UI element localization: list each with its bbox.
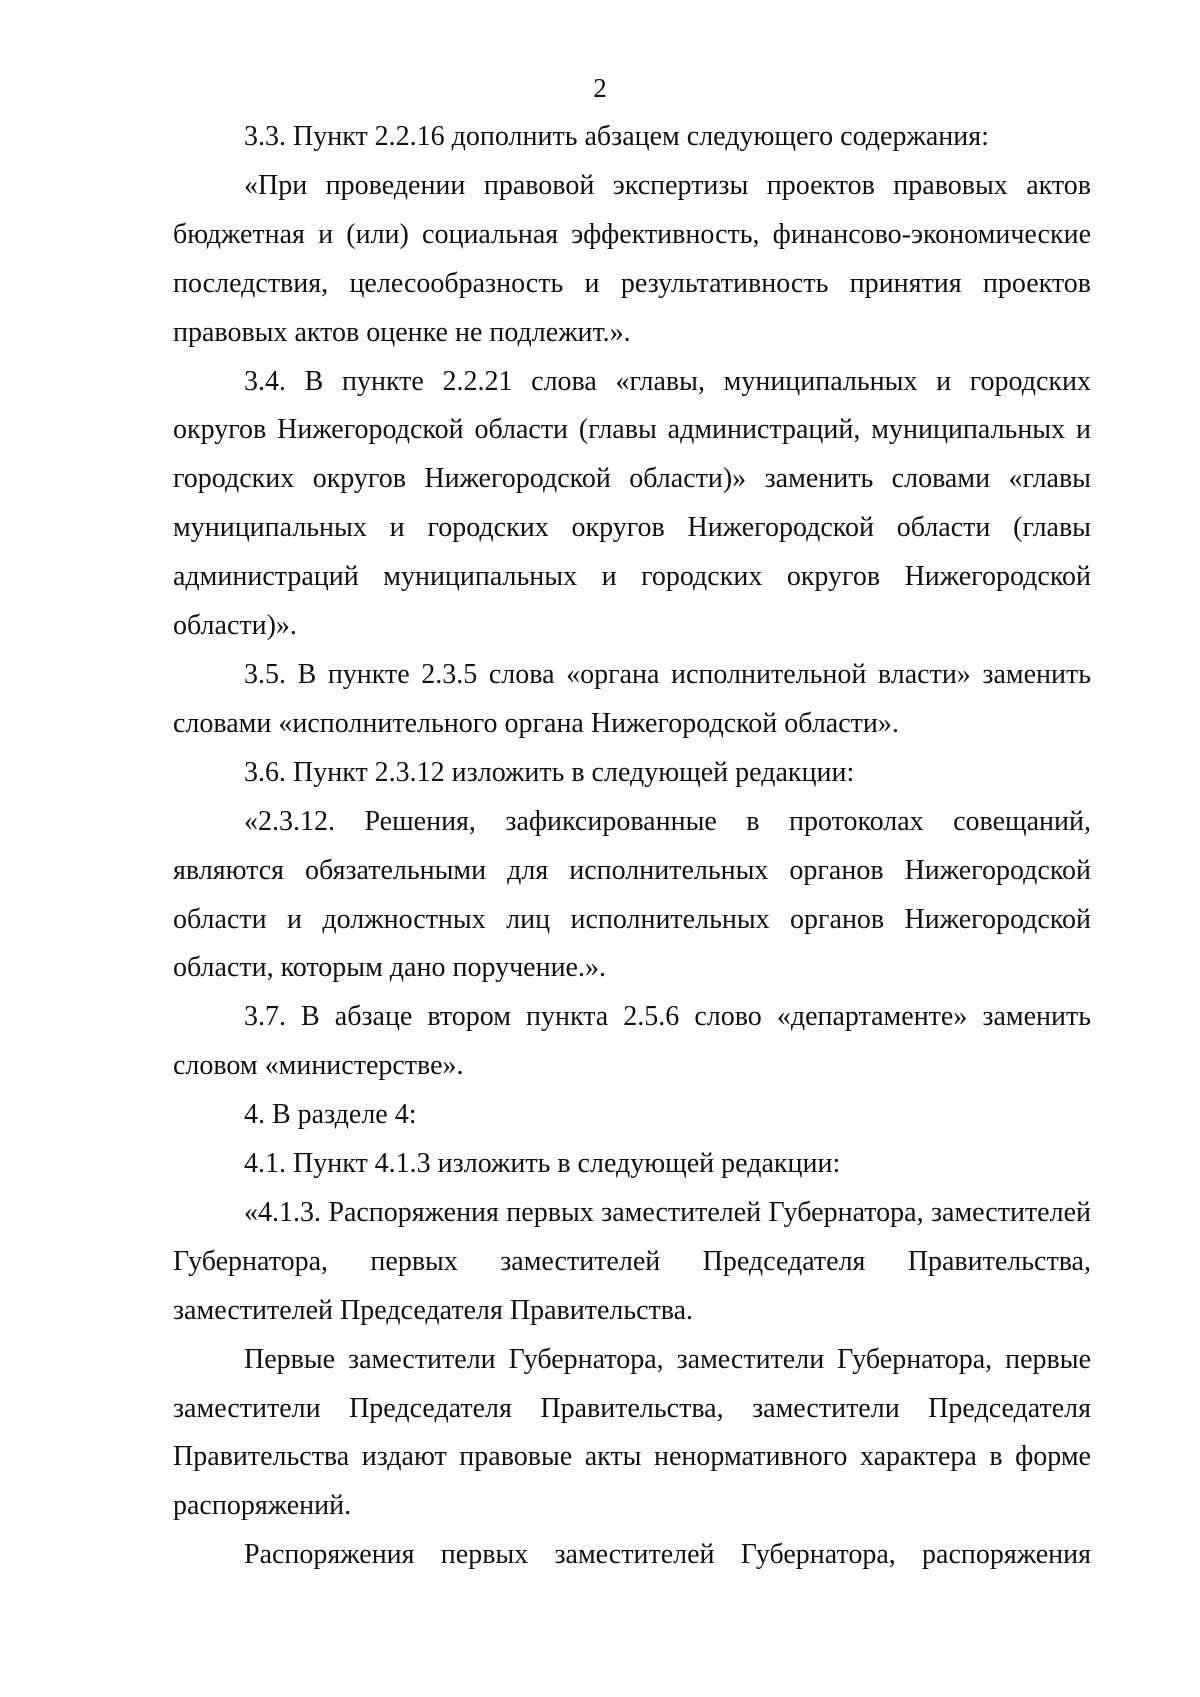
paragraph-3-4: 3.4. В пункте 2.2.21 слова «главы, муниципальных и городских округов Нижегородской области (главы администраций, муниципальных и городских округов Нижегородской области)» заменить словами «главы муниципальных и городских округов Нижегородской области (главы администраций муниципальных и городских округов Нижегородской области)». xyxy=(173,365,1091,642)
document-body xyxy=(173,113,1091,1580)
paragraph-quote-4-1-3: «4.1.3. Распоряжения первых заместителей Губернатора, заместителей Губернатора, первых заместителей Председателя Правительства, заместителей Председателя Правительства. xyxy=(173,1196,1091,1326)
paragraph-quote-legal-expertise: «При проведении правовой экспертизы проектов правовых актов бюджетная и (или) социальная эффективность, финансово-экономические последствия, целесообразность и результативность принятия проектов правовых актов оценке не подлежит.». xyxy=(173,169,1091,348)
paragraph-3-6: 3.6. Пункт 2.3.12 изложить в следующей редакции: xyxy=(244,756,855,788)
paragraph-quote-2-3-12: «2.3.12. Решения, зафиксированные в протоколах совещаний, являются обязательными для исполнительных органов Нижегородской области и должностных лиц исполнительных органов Нижегородской области, которым дано поручение.». xyxy=(173,805,1091,984)
paragraph-section-4: 4. В разделе 4: xyxy=(244,1099,417,1131)
page-number: 2 xyxy=(593,73,607,103)
paragraph-3-7: 3.7. В абзаце втором пункта 2.5.6 слово «департаменте» заменить словом «министерстве». xyxy=(173,1001,1091,1082)
paragraph-3-5: 3.5. В пункте 2.3.5 слова «органа исполнительной власти» заменить словами «исполнительного органа Нижегородской области». xyxy=(173,658,1091,739)
paragraph-3-3: 3.3. Пункт 2.2.16 дополнить абзацем следующего содержания: xyxy=(244,121,989,152)
paragraph-4-1: 4.1. Пункт 4.1.3 изложить в следующей редакции: xyxy=(244,1148,841,1180)
paragraph-deputies-issue-acts: Первые заместители Губернатора, заместители Губернатора, первые заместители Председателя Правительства, заместители Председателя Правительства издают правовые акты ненормативного характера в форме распоряжений. xyxy=(173,1343,1091,1522)
paragraph-orders-continued: Распоряжения первых заместителей Губернатора, распоряжения xyxy=(244,1539,1091,1571)
